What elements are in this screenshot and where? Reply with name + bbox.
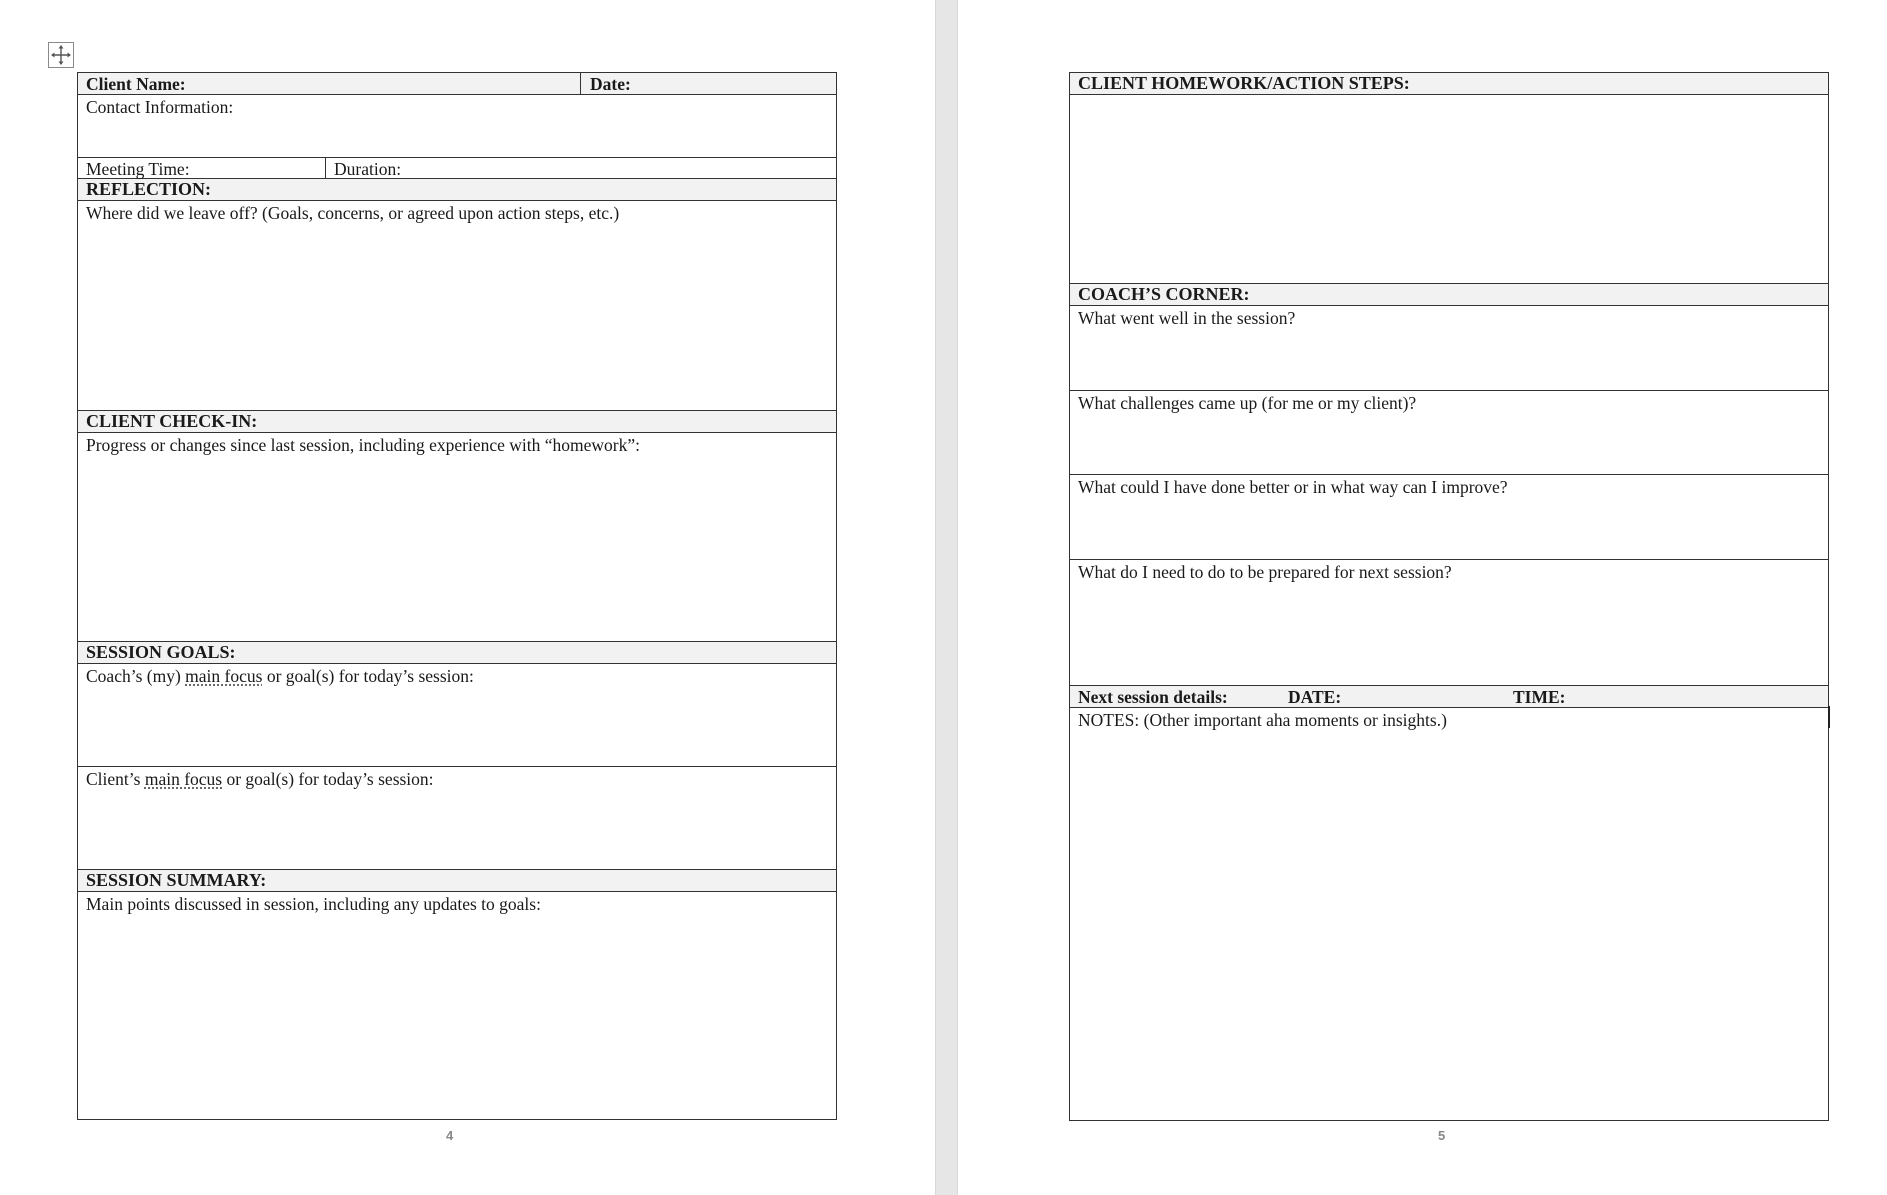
notes-cell[interactable] xyxy=(1070,708,1828,1119)
session-summary-header: SESSION SUMMARY: xyxy=(78,870,836,892)
client-name-label: Client Name: xyxy=(86,74,186,94)
session-goals-header: SESSION GOALS: xyxy=(78,642,836,664)
session-summary-prompt: Main points discussed in session, including any updates to goals: xyxy=(86,894,541,914)
next-session-label: Next session details: xyxy=(1078,687,1228,707)
prepared-cell[interactable] xyxy=(1070,560,1828,686)
page-separator xyxy=(935,0,958,1195)
next-date-label: DATE: xyxy=(1288,687,1342,707)
client-checkin-prompt: Progress or changes since last session, including experience with “homework”: xyxy=(86,435,641,455)
coach-focus-prompt: Coach’s (my) main focus or goal(s) for today’s session: xyxy=(86,666,474,686)
client-homework-header: CLIENT HOMEWORK/ACTION STEPS: xyxy=(1070,73,1828,95)
document-page-4 xyxy=(0,0,935,1195)
prepared-prompt: What do I need to do to be prepared for next session? xyxy=(1078,562,1452,582)
page-number: 4 xyxy=(446,1128,454,1143)
challenges-prompt: What challenges came up (for me or my client)? xyxy=(1078,393,1417,413)
page-number: 5 xyxy=(1438,1128,1446,1143)
challenges-cell[interactable] xyxy=(1070,391,1828,475)
client-checkin-cell[interactable] xyxy=(78,433,836,642)
coach-notes-table xyxy=(1069,72,1829,1121)
improve-cell[interactable] xyxy=(1070,475,1828,560)
reflection-header: REFLECTION: xyxy=(78,179,836,201)
table-move-handle[interactable] xyxy=(48,42,74,68)
coach-focus-cell[interactable] xyxy=(78,664,836,767)
client-checkin-header: CLIENT CHECK-IN: xyxy=(78,411,836,433)
reflection-prompt: Where did we leave off? (Goals, concerns, or agreed upon action steps, etc.) xyxy=(86,203,620,223)
meeting-time-label: Meeting Time: xyxy=(86,159,190,179)
notes-prompt: NOTES: (Other important aha moments or insights.) xyxy=(1078,710,1447,730)
coaches-corner-header: COACH’S CORNER: xyxy=(1070,284,1828,306)
contact-information-label: Contact Information: xyxy=(86,97,234,117)
text-cursor xyxy=(1828,706,1830,728)
meeting-time-row xyxy=(78,158,836,179)
duration-label: Duration: xyxy=(334,159,402,179)
contact-information-cell[interactable] xyxy=(78,95,836,158)
reflection-cell[interactable] xyxy=(78,201,836,411)
next-time-label: TIME: xyxy=(1513,687,1566,707)
went-well-prompt: What went well in the session? xyxy=(1078,308,1296,328)
client-focus-cell[interactable] xyxy=(78,767,836,870)
move-arrows-icon xyxy=(49,43,73,67)
session-summary-cell[interactable] xyxy=(78,892,836,1118)
client-focus-prompt: Client’s main focus or goal(s) for today’s session: xyxy=(86,769,434,789)
improve-prompt: What could I have done better or in what way can I improve? xyxy=(1078,477,1508,497)
client-name-row xyxy=(78,73,836,95)
next-session-row xyxy=(1070,686,1828,708)
date-label: Date: xyxy=(590,74,631,94)
client-homework-cell[interactable] xyxy=(1070,95,1828,284)
went-well-cell[interactable] xyxy=(1070,306,1828,391)
session-form-table xyxy=(77,72,837,1120)
